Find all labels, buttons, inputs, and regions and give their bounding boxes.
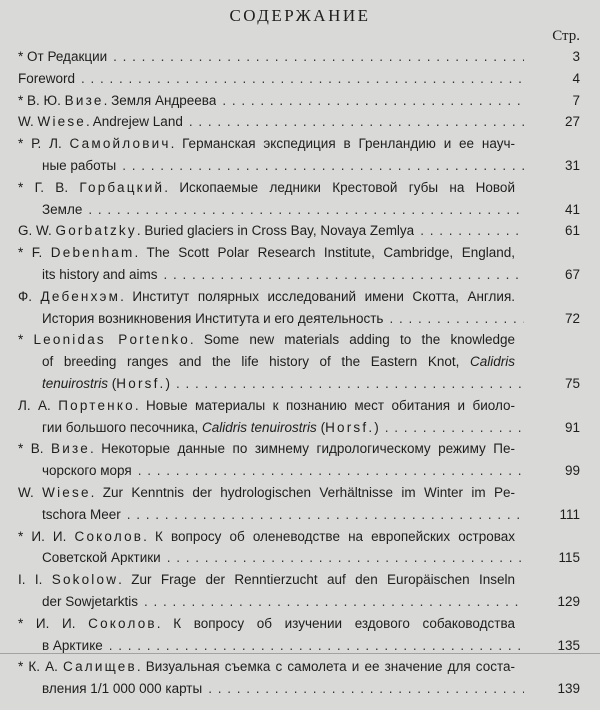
page-number: 129 — [557, 593, 580, 609]
toc-line — [18, 264, 580, 286]
entry-text — [42, 155, 116, 177]
text-segment: its history and aims — [42, 266, 158, 282]
dot-leader — [127, 504, 524, 526]
italic-text: tenuirostris — [42, 375, 109, 391]
text-segment: . The Scott Polar Research Institute, Cambridge, England, — [134, 245, 515, 261]
toc-line — [18, 90, 580, 112]
text-segment: W. — [18, 484, 43, 500]
page-number: 3 — [572, 49, 580, 64]
toc-line — [18, 569, 580, 591]
entry-text — [18, 656, 515, 678]
text-segment: W. — [18, 114, 38, 130]
text-segment: . Визуальная съемка с самолета и ее значение для соста- — [136, 659, 515, 675]
entry-text — [18, 111, 183, 133]
text-segment: . Andrejew Land — [86, 114, 183, 130]
text-segment: Ф. — [18, 288, 41, 304]
author-name: Соколов — [74, 528, 144, 544]
dot-leader — [176, 373, 524, 395]
toc-entry — [18, 242, 580, 286]
page-column-header: Стр. — [552, 28, 580, 44]
author-name: Портенко — [58, 397, 135, 413]
author-name: Дебенхэм — [40, 288, 121, 304]
toc-line — [18, 351, 580, 373]
toc-entry — [18, 177, 580, 221]
toc-entry — [18, 68, 580, 90]
text-segment: * Г. В. — [18, 179, 80, 195]
author-name: Horsf. — [325, 419, 375, 435]
entry-text — [42, 547, 161, 569]
toc-line — [18, 199, 580, 221]
toc-line — [18, 46, 580, 68]
toc-line — [18, 504, 580, 526]
page-fold-line — [0, 653, 600, 654]
page-number: 4 — [572, 70, 580, 86]
author-name: Wiese — [42, 484, 91, 500]
table-of-contents — [18, 46, 580, 700]
toc-entry — [18, 395, 580, 439]
text-segment: . Некоторые данные по зимнему гидрологическому режиму Пе- — [89, 441, 515, 457]
text-segment: . Земля Андреева — [103, 92, 217, 108]
page-number: 41 — [564, 201, 580, 217]
italic-text: Calidris — [469, 354, 515, 370]
toc-line — [18, 329, 580, 351]
text-segment: ) — [165, 375, 170, 391]
entry-text — [42, 504, 121, 526]
toc-line — [18, 613, 580, 635]
text-segment: . Институт полярных исследований имени Скотта, Англия. — [120, 288, 515, 304]
italic-text: Calidris tenuirostris — [202, 419, 317, 435]
toc-line — [18, 482, 580, 504]
text-segment: ) — [374, 419, 379, 435]
page-number: 135 — [557, 637, 580, 653]
text-segment: * Р. Л. — [18, 136, 70, 152]
author-name: Салищев — [63, 659, 137, 675]
entry-text — [42, 351, 515, 373]
entry-text — [42, 678, 202, 700]
text-segment: der Sowjetarktis — [42, 593, 139, 609]
entry-text — [18, 133, 515, 155]
toc-entry — [18, 569, 580, 613]
text-segment: I. I. — [18, 572, 52, 588]
page-number: 99 — [564, 463, 580, 479]
dot-leader — [222, 90, 524, 112]
text-segment: * И. И. — [18, 528, 75, 544]
entry-text — [18, 220, 414, 242]
entry-text — [18, 613, 515, 635]
text-segment: ные работы — [42, 157, 117, 173]
entry-text — [18, 395, 515, 417]
page-number: 115 — [558, 550, 580, 566]
page-number: 31 — [564, 157, 580, 173]
text-segment: * — [18, 332, 34, 348]
toc-entry — [18, 438, 580, 482]
text-segment: . Some new materials adding to the knowledge — [189, 332, 515, 348]
text-segment: История возникновения Института и его деятельность — [42, 310, 384, 326]
toc-line — [18, 438, 580, 460]
page-number: 111 — [559, 506, 580, 522]
text-segment: tschora Meer — [42, 506, 121, 522]
text-segment: ( — [108, 375, 117, 391]
page-number: 139 — [557, 681, 580, 697]
text-segment: . Zur Kenntnis der hydrologischen Verhältnisse im Winter im Pe- — [90, 484, 515, 500]
entry-text — [18, 438, 515, 460]
author-name: Gorbatzky — [55, 223, 137, 239]
author-name: Горбацкий — [79, 179, 165, 195]
text-segment: * От Редакции — [18, 49, 108, 64]
text-segment: Л. А. — [18, 397, 59, 413]
entry-text — [18, 68, 75, 90]
text-segment: Foreword — [18, 70, 76, 86]
entry-text — [18, 526, 515, 548]
toc-line — [18, 373, 580, 395]
text-segment: Земле — [42, 201, 83, 217]
entry-text — [18, 329, 515, 351]
entry-text — [18, 286, 515, 308]
entry-text — [18, 177, 515, 199]
text-segment: . Buried glaciers in Cross Bay, Novaya Zemlya — [136, 223, 415, 239]
text-segment: . Ископаемые ледники Крестовой губы на Новой — [164, 179, 515, 195]
toc-line — [18, 133, 580, 155]
toc-line — [18, 220, 580, 242]
entry-text — [42, 308, 383, 330]
entry-text — [18, 46, 107, 68]
toc-entry — [18, 46, 580, 68]
toc-line — [18, 111, 580, 133]
toc-line — [18, 591, 580, 613]
toc-entry — [18, 220, 580, 242]
toc-line — [18, 417, 580, 439]
toc-entry — [18, 286, 580, 330]
page-title: СОДЕРЖАНИЕ — [229, 6, 371, 25]
page-number: 27 — [564, 114, 580, 130]
entry-text — [42, 460, 132, 482]
page-number: 67 — [564, 266, 580, 282]
author-name: Sokolow — [51, 572, 119, 588]
text-segment: * В. — [18, 441, 52, 457]
toc-line — [18, 308, 580, 330]
page-number: 72 — [564, 310, 580, 326]
dot-leader — [389, 308, 524, 330]
toc-line — [18, 460, 580, 482]
text-segment: в Арктике — [42, 637, 103, 653]
dot-leader — [385, 417, 524, 439]
page-number: 7 — [572, 92, 580, 108]
entry-text — [18, 242, 515, 264]
toc-line — [18, 286, 580, 308]
dot-leader — [420, 220, 524, 242]
text-segment: * В. Ю. — [18, 92, 65, 108]
text-segment: . Zur Frage der Renntierzucht auf den Europäischen Inseln — [118, 572, 515, 588]
author-name: Самойлович — [69, 136, 171, 152]
toc-line — [18, 547, 580, 569]
toc-entry — [18, 656, 580, 700]
entry-text — [18, 482, 515, 504]
text-segment: ( — [316, 419, 326, 435]
dot-leader — [144, 591, 524, 613]
text-segment: of breeding ranges and the life history of the Eastern Knot, — [42, 354, 470, 370]
dot-leader — [88, 199, 524, 221]
toc-entry — [18, 111, 580, 133]
dot-leader — [81, 68, 524, 90]
text-segment: * К. А. — [18, 659, 63, 675]
text-segment: G. W. — [18, 223, 56, 239]
text-segment: . Новые материалы к познанию мест обитания и биоло- — [134, 397, 515, 413]
entry-text — [42, 417, 379, 439]
dot-leader — [113, 46, 524, 68]
author-name: Debenham — [50, 245, 135, 261]
text-segment: гии большого песочника, — [42, 419, 203, 435]
author-name: Визе — [64, 92, 104, 108]
toc-entry — [18, 329, 580, 394]
page-number: 91 — [564, 419, 580, 435]
toc-line — [18, 656, 580, 678]
dot-leader — [122, 155, 524, 177]
toc-line — [18, 68, 580, 90]
author-name: Leonidas Portenko — [33, 332, 190, 348]
dot-leader — [167, 547, 524, 569]
entry-text — [18, 90, 216, 112]
toc-entry — [18, 482, 580, 526]
text-segment: чорского моря — [42, 463, 132, 479]
dot-leader — [208, 678, 524, 700]
dot-leader — [164, 264, 524, 286]
author-name: Wiese — [37, 114, 87, 130]
text-segment: . К вопросу об изучении ездового собаководства — [156, 615, 515, 631]
dot-leader — [189, 111, 524, 133]
page-number: 75 — [564, 375, 580, 391]
text-segment: * И. И. — [18, 615, 89, 631]
entry-text — [42, 373, 170, 395]
entry-text — [42, 199, 82, 221]
author-name: Визе — [51, 441, 90, 457]
author-name: Horsf. — [116, 375, 166, 391]
toc-entry — [18, 526, 580, 570]
entry-text — [42, 591, 138, 613]
author-name: Соколов — [88, 615, 157, 631]
toc-line — [18, 395, 580, 417]
toc-line — [18, 678, 580, 700]
entry-text — [42, 264, 158, 286]
text-segment: . Германская экспедиция в Гренландию и ее науч- — [170, 136, 515, 152]
entry-text — [18, 569, 515, 591]
dot-leader — [138, 460, 524, 482]
text-segment: вления 1/1 000 000 карты — [42, 681, 203, 697]
toc-line — [18, 155, 580, 177]
toc-line — [18, 177, 580, 199]
toc-entry — [18, 133, 580, 177]
toc-entry — [18, 90, 580, 112]
toc-line — [18, 242, 580, 264]
toc-entry — [18, 613, 580, 657]
page-number: 61 — [564, 223, 580, 239]
text-segment: Советской Арктики — [42, 550, 161, 566]
toc-line — [18, 526, 580, 548]
text-segment: . К вопросу об оленеводстве на европейских островах — [143, 528, 515, 544]
text-segment: * F. — [18, 245, 51, 261]
